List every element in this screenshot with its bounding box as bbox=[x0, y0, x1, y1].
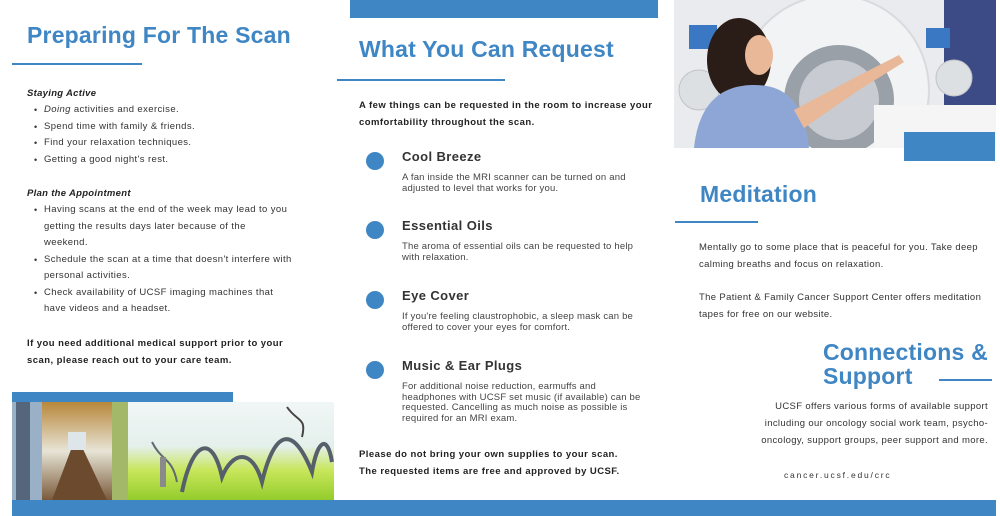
photo-accent-bar-top bbox=[12, 392, 233, 402]
mri-technician-photo bbox=[674, 0, 996, 148]
meditation-paragraph-2: The Patient & Family Cancer Support Center offers meditation tapes for free on our website. bbox=[699, 292, 982, 320]
item-description: For additional noise reduction, earmuffs and headphones with UCSF set music (if available) can be requested. Cancelling as much noise as possible is required for an MRI exam. bbox=[402, 381, 641, 424]
item-description: A fan inside the MRI scanner can be turned on and adjusted to level that works for you. bbox=[402, 172, 626, 194]
website-link[interactable]: cancer.ucsf.edu/crc bbox=[784, 470, 892, 480]
heading-meditation: Meditation bbox=[700, 181, 817, 207]
title-underline bbox=[675, 221, 758, 223]
item-title: Eye Cover bbox=[402, 288, 470, 303]
item-title: Essential Oils bbox=[402, 218, 493, 233]
list-item: • Getting a good night's rest. bbox=[34, 153, 169, 165]
subheading-staying-active: Staying Active bbox=[27, 88, 97, 99]
page-title-preparing: Preparing For The Scan bbox=[27, 22, 291, 48]
photo-accent-bar bbox=[904, 132, 995, 161]
list-item: • Find your relaxation techniques. bbox=[34, 137, 192, 148]
item-title: Cool Breeze bbox=[402, 149, 482, 164]
bullet-circle-icon bbox=[366, 291, 384, 309]
footer-accent-bar bbox=[12, 500, 996, 516]
list-item: • Spend time with family & friends. bbox=[34, 120, 196, 132]
footer-note-2: The requested items are free and approved by UCSF. bbox=[359, 466, 620, 477]
bullet-circle-icon bbox=[366, 221, 384, 239]
bullet-circle-icon bbox=[366, 361, 384, 379]
title-underline bbox=[12, 63, 142, 65]
request-intro: A few things can be requested in the room to increase your comfortability throughout the scan. bbox=[359, 100, 653, 128]
list-item: • Doing activities and exercise. bbox=[34, 104, 180, 115]
item-description: The aroma of essential oils can be requested to help with relaxation. bbox=[402, 241, 634, 263]
plan-appointment-list bbox=[27, 202, 292, 318]
footer-note-1: Please do not bring your own supplies to your scan. bbox=[359, 449, 618, 460]
mri-image-icon bbox=[674, 0, 996, 148]
heading-connections-support: Connections & Support bbox=[823, 339, 988, 389]
item-description: If you're feeling claustrophobic, a sleep mask can be offered to cover your eyes for comfort. bbox=[402, 311, 634, 333]
item-title: Music & Ear Plugs bbox=[402, 358, 523, 373]
list-item: • Check availability of UCSF imaging machines that have videos and a headset. bbox=[34, 286, 274, 314]
meditation-paragraph-1: Mentally go to some place that is peaceful for you. Take deep calming breaths and focus on relaxation. bbox=[699, 242, 978, 270]
hallway-image-icon bbox=[12, 402, 334, 500]
list-item: • Having scans at the end of the week may lead to you getting the results days later because of the weekend. bbox=[34, 204, 288, 248]
page-title-request: What You Can Request bbox=[359, 36, 614, 62]
title-underline bbox=[337, 79, 505, 81]
list-item: • Schedule the scan at a time that doesn't interfere with personal activities. bbox=[34, 253, 292, 281]
hallway-mural-photo bbox=[12, 402, 334, 500]
support-note: If you need additional medical support prior to your scan, please reach out to your care team. bbox=[27, 338, 284, 366]
bullet-circle-icon bbox=[366, 152, 384, 170]
connections-body: UCSF offers various forms of available support including our oncology social work team, psycho-oncology, support groups, peer support and more. bbox=[761, 401, 988, 446]
subheading-plan-appointment: Plan the Appointment bbox=[27, 188, 131, 199]
staying-active-list bbox=[27, 102, 317, 168]
title-underline bbox=[939, 379, 992, 381]
top-accent-bar bbox=[350, 0, 658, 18]
